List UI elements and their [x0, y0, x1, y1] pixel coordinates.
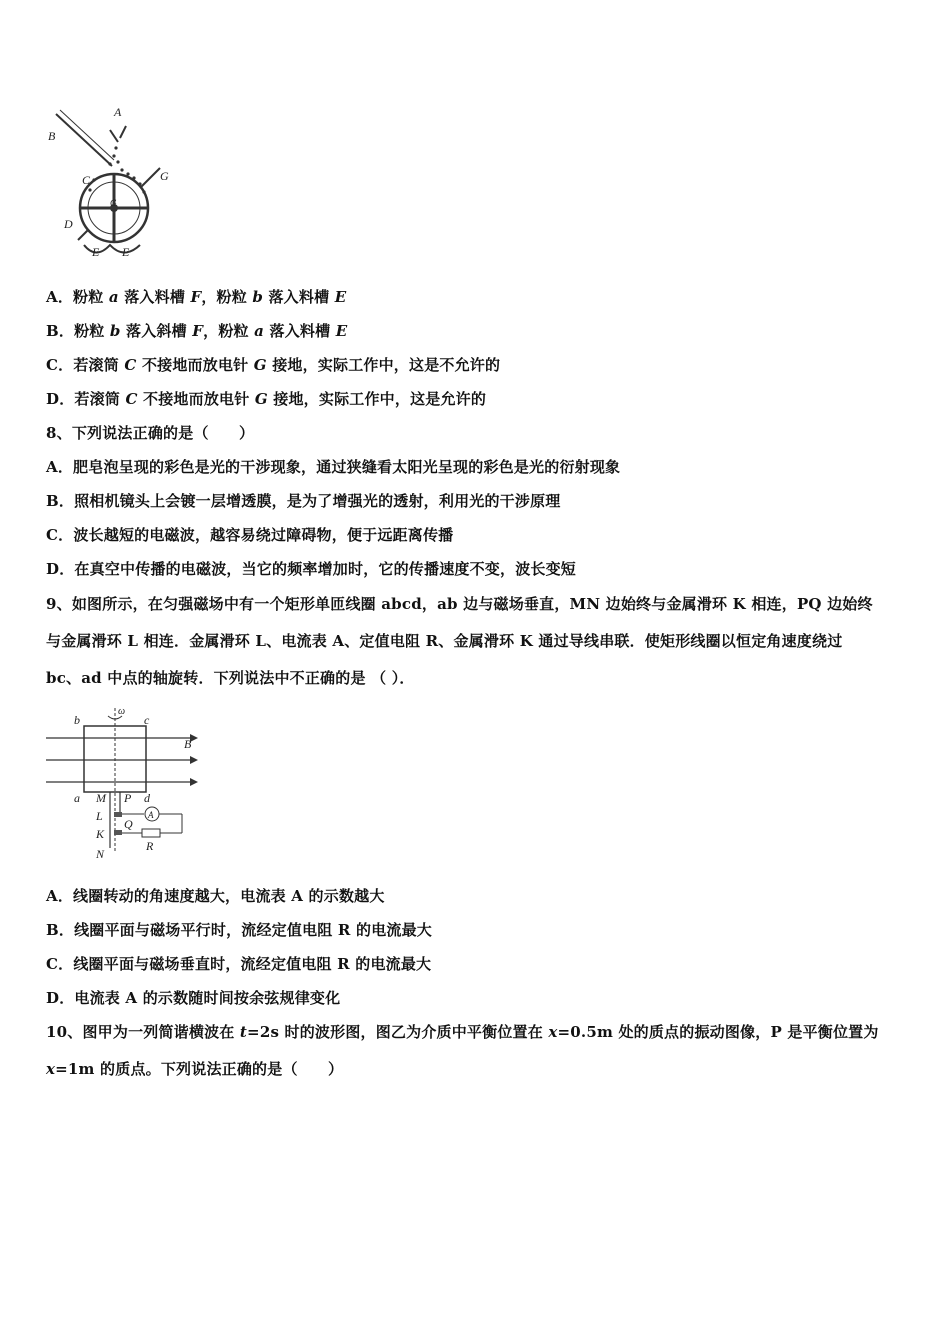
label-D: D [64, 217, 73, 231]
q9-stem-line-3: bc、ad 中点的轴旋转．下列说法中不正确的是 （ ）． [46, 669, 415, 687]
label-K: K [96, 827, 105, 841]
q9-stem-line-2: 与金属滑环 L 相连．金属滑环 L、电流表 A、定值电阻 R、金属滑环 K 通过导线串联．使矩形线圈以恒定角速度绕过 [46, 632, 843, 650]
label-field-B: B [184, 737, 192, 751]
coil-figure [44, 702, 204, 862]
q8-option-a: A．肥皂泡呈现的彩色是光的干涉现象，通过狭缝看太阳光呈现的彩色是光的衍射现象 [46, 458, 621, 476]
label-M: M [96, 791, 106, 805]
q7-option-a: A．粉粒 a 落入料槽 F，粉粒 b 落入料槽 E [46, 288, 347, 306]
separator-figure [44, 100, 184, 260]
label-C: C [82, 173, 91, 187]
q9-option-b: B．线圈平面与磁场平行时，流经定值电阻 R 的电流最大 [46, 921, 432, 939]
q9-option-c: C．线圈平面与磁场垂直时，流经定值电阻 R 的电流最大 [46, 955, 432, 973]
label-B: B [48, 129, 56, 143]
label-omega: ω [118, 706, 126, 717]
label-P: P [124, 791, 132, 805]
label-c: c [144, 713, 150, 727]
q8-option-c: C．波长越短的电磁波，越容易绕过障碍物，便于远距离传播 [46, 526, 454, 544]
label-a: a [74, 791, 80, 805]
label-G: G [160, 169, 169, 183]
label-N: N [96, 847, 105, 861]
label-center: G [110, 198, 117, 208]
label-ammeter: A [148, 810, 154, 820]
label-R: R [146, 839, 154, 853]
q9-option-d: D．电流表 A 的示数随时间按余弦规律变化 [46, 989, 341, 1007]
q8-option-d: D．在真空中传播的电磁波，当它的频率增加时，它的传播速度不变，波长变短 [46, 560, 577, 578]
label-b: b [74, 713, 80, 727]
label-A: A [114, 105, 122, 119]
q8-option-b: B．照相机镜头上会镀一层增透膜，是为了增强光的透射，利用光的干涉原理 [46, 492, 561, 510]
q8-stem: 8、下列说法正确的是（ ） [46, 424, 255, 442]
q7-option-c: C．若滚筒 C 不接地而放电针 G 接地，实际工作中，这是不允许的 [46, 356, 501, 374]
label-d: d [144, 791, 150, 805]
q10-stem-line-2: x=1m 的质点。下列说法正确的是（ ） [46, 1060, 344, 1078]
label-Q: Q [124, 817, 133, 831]
q10-stem-line-1: 10、图甲为一列简谐横波在 t=2s 时的波形图，图乙为介质中平衡位置在 x=0.5m 处的质点的振动图像，P 是平衡位置为 [46, 1023, 879, 1041]
q9-option-a: A．线圈转动的角速度越大，电流表 A 的示数越大 [46, 887, 385, 905]
label-L: L [96, 809, 103, 823]
label-E: E [92, 245, 100, 259]
label-F: E [122, 245, 130, 259]
q7-option-d: D．若滚筒 C 不接地而放电针 G 接地，实际工作中，这是允许的 [46, 390, 487, 408]
q7-option-b: B．粉粒 b 落入斜槽 F，粉粒 a 落入料槽 E [46, 322, 348, 340]
q9-stem-line-1: 9、如图所示，在匀强磁场中有一个矩形单匝线圈 abcd，ab 边与磁场垂直，MN 边始终与金属滑环 K 相连，PQ 边始终 [46, 595, 873, 613]
